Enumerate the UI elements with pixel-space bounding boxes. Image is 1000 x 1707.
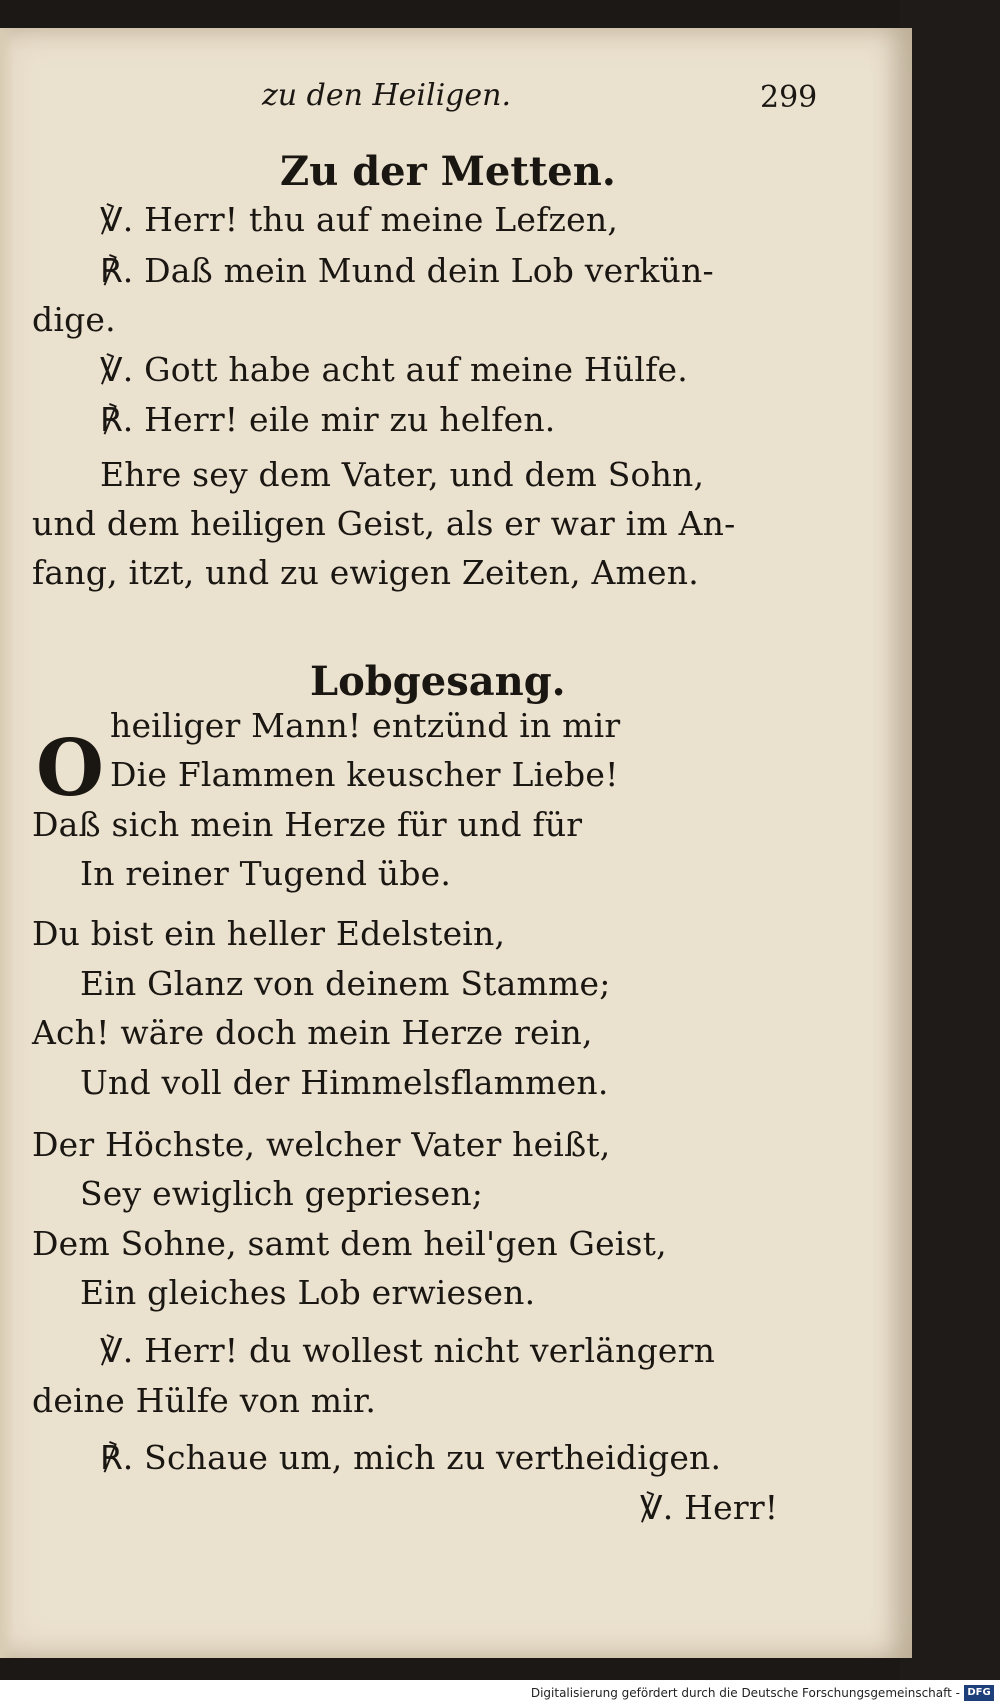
- page-number: 299: [760, 80, 818, 115]
- digitization-footer: [0, 1680, 1000, 1707]
- text-line: ℣. Herr! du wollest nicht verlängern: [100, 1331, 716, 1370]
- verse-line: Dem Sohne, samt dem heil'gen Geist,: [32, 1224, 667, 1263]
- heading-hymn: Lobgesang.: [310, 658, 566, 705]
- book-page: [0, 28, 912, 1658]
- verse-line: Ein gleiches Lob erwiesen.: [80, 1273, 536, 1312]
- text-line: dige.: [32, 300, 116, 339]
- drop-cap: O: [36, 723, 104, 814]
- text-line: ℟. Herr! eile mir zu helfen.: [100, 400, 556, 439]
- verse-line: Der Höchste, welcher Vater heißt,: [32, 1125, 611, 1164]
- verse-line: In reiner Tugend übe.: [80, 854, 452, 893]
- text-line: deine Hülfe von mir.: [32, 1381, 377, 1420]
- verse-line: Und voll der Himmelsflammen.: [80, 1063, 609, 1102]
- verse-line: Ein Glanz von deinem Stamme;: [80, 964, 611, 1003]
- text-line: ℣. Herr! thu auf meine Lefzen,: [100, 200, 619, 239]
- text-line: fang, itzt, und zu ewigen Zeiten, Amen.: [32, 553, 699, 592]
- verse-line: Ach! wäre doch mein Herze rein,: [32, 1013, 593, 1052]
- text-line: Ehre sey dem Vater, und dem Sohn,: [100, 455, 705, 494]
- running-head: zu den Heiligen.: [262, 78, 511, 113]
- heading-matins: Zu der Metten.: [280, 148, 616, 195]
- verse-line: heiliger Mann! entzünd in mir: [110, 706, 621, 745]
- scan-background-right: [900, 0, 1000, 1707]
- text-line: ℟. Daß mein Mund dein Lob verkün-: [100, 251, 714, 290]
- dfg-logo-icon: DFG: [964, 1685, 994, 1701]
- verse-line: Die Flammen keuscher Liebe!: [110, 755, 619, 794]
- verse-line: Sey ewiglich gepriesen;: [80, 1174, 484, 1213]
- text-line: ℟. Schaue um, mich zu vertheidigen.: [100, 1438, 722, 1477]
- text-line: ℣. Gott habe acht auf meine Hülfe.: [100, 350, 688, 389]
- verse-line: Du bist ein heller Edelstein,: [32, 914, 506, 953]
- footer-credit: Digitalisierung gefördert durch die Deutsche Forschungsgemeinschaft -: [530, 1686, 960, 1700]
- catchword: ℣. Herr!: [640, 1488, 779, 1527]
- text-line: und dem heiligen Geist, als er war im An-: [32, 504, 736, 543]
- verse-line: Daß sich mein Herze für und für: [32, 805, 583, 844]
